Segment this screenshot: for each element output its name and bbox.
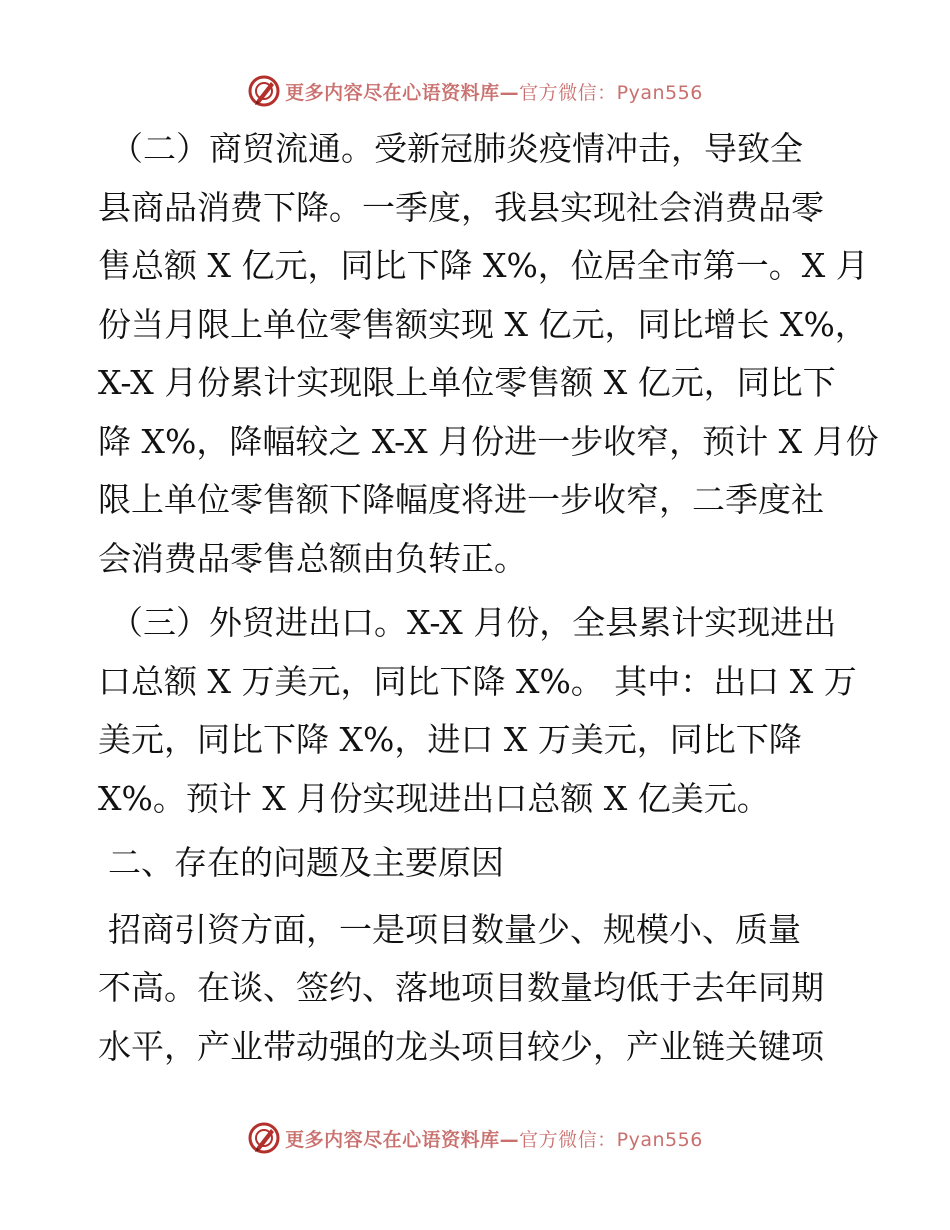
text-line: 售总额 X 亿元，同比下降 X%，位居全市第一。X 月 bbox=[98, 246, 869, 285]
pen-logo-icon bbox=[247, 1121, 281, 1155]
text-line: 水平，产业带动强的龙头项目较少，产业链关键项 bbox=[98, 1026, 824, 1066]
section-heading: 二、存在的问题及主要原因 bbox=[108, 843, 504, 882]
text-line: 降 X%，降幅较之 X-X 月份进一步收窄，预计 X 月份 bbox=[98, 421, 879, 461]
pen-logo-icon bbox=[247, 74, 281, 108]
text-line: 份当月限上单位零售额实现 X 亿元，同比增长 X%， bbox=[98, 304, 868, 344]
text-line: X-X 月份累计实现限上单位零售额 X 亿元，同比下 bbox=[98, 363, 836, 402]
document-body bbox=[98, 120, 879, 1082]
text-line: （三）外贸进出口。X-X 月份，全县累计实现进出 bbox=[110, 603, 837, 642]
text-line: 县商品消费下降。一季度，我县实现社会消费品零 bbox=[98, 187, 824, 227]
text-line: 不高。在谈、签约、落地项目数量均低于去年同期 bbox=[98, 968, 824, 1007]
paragraph-commerce bbox=[98, 120, 879, 588]
text-line: 限上单位零售额下降幅度将进一步收窄，二季度社 bbox=[98, 480, 824, 519]
watermark-footer bbox=[0, 1118, 950, 1158]
text-line: 口总额 X 万美元，同比下降 X%。 其中：出口 X 万 bbox=[98, 661, 857, 701]
text-line: X%。预计 X 月份实现进出口总额 X 亿美元。 bbox=[98, 778, 770, 818]
watermark-main-text: 更多内容尽在心语资料库— bbox=[285, 81, 520, 104]
watermark-sub-text: 官方微信：Pyan556 bbox=[519, 1128, 703, 1151]
text-line: （二）商贸流通。受新冠肺炎疫情冲击，导致全 bbox=[110, 129, 803, 168]
paragraph-foreign-trade bbox=[98, 594, 858, 828]
paragraph-investment bbox=[98, 901, 858, 1077]
text-line: 美元，同比下降 X%，进口 X 万美元，同比下降 bbox=[98, 720, 802, 759]
watermark-sub-text: 官方微信：Pyan556 bbox=[519, 81, 703, 104]
watermark-header bbox=[0, 71, 950, 111]
watermark-main-text: 更多内容尽在心语资料库— bbox=[285, 1128, 520, 1151]
text-line: 会消费品零售总额由负转正。 bbox=[98, 538, 527, 578]
text-line: 招商引资方面，一是项目数量少、规模小、质量 bbox=[108, 909, 801, 949]
